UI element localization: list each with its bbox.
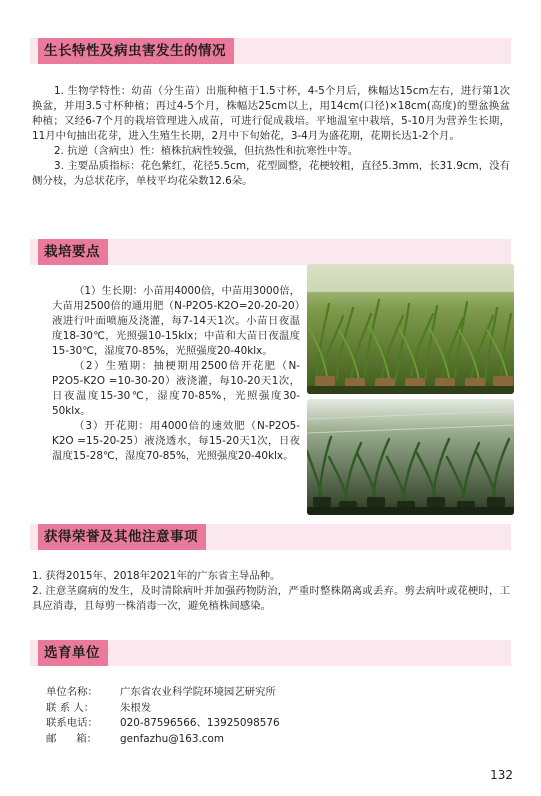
growth-paragraph-2: 2. 抗逆（含病虫）性：植株抗病性较强，但抗热性和抗寒性中等。 bbox=[54, 145, 359, 157]
section-title-honors: 获得荣誉及其他注意事项 bbox=[38, 524, 206, 550]
contact-label: 邮 箱： bbox=[46, 732, 97, 745]
cultivation-paragraph-1: （1）生长期：小苗用4000倍，中苗用3000倍，大苗用2500倍的通用肥（N-P2O5-K2O=20-20-20）液进行叶面喷施及浇灌，每7-14天1次。小苗日夜温度18-30℃，光照强10-15klx；中苗和大苗日夜温度15-30℃，湿度70-85%，光照强度20-40klx。 bbox=[52, 285, 300, 357]
contact-label: 单位名称： bbox=[46, 686, 98, 698]
contact-row-phone bbox=[46, 716, 446, 732]
section-title-breeder: 选育单位 bbox=[38, 640, 108, 666]
honors-paragraph-1: 1. 获得2015年、2018年2021年的广东省主导品种。 bbox=[32, 570, 281, 582]
contact-row-unit bbox=[46, 685, 446, 701]
mature-plants-photo bbox=[307, 399, 514, 515]
seedlings-image bbox=[307, 264, 514, 394]
honors-text bbox=[32, 569, 510, 614]
page-number: 132 bbox=[490, 768, 513, 782]
contact-value: genfazhu@163.com bbox=[120, 732, 224, 745]
cultivation-paragraph-3: （3）开花期：用4000倍的速效肥（N-P2O5-K2O =15-20-25）液浇透水，每15-20天1次，日夜温度15-28℃，湿度70-85%，光照强度20-40klx。 bbox=[52, 420, 300, 462]
mature-plants-image bbox=[307, 399, 514, 515]
cultivation-paragraph-2: （2）生殖期：抽梗期用2500倍开花肥（N-P2O5-K2O =10-30-20）液浇灌，每10-20天1次，日夜温度15-30℃，湿度70-85%，光照强度30-50klx。 bbox=[52, 360, 300, 417]
section-title-cultivation: 栽培要点 bbox=[38, 239, 108, 265]
contact-row-person bbox=[46, 701, 446, 717]
breeder-contact bbox=[46, 685, 446, 747]
contact-label: 联系电话： bbox=[46, 717, 98, 729]
contact-row-email bbox=[46, 732, 446, 748]
honors-paragraph-2: 2. 注意茎腐病的发生，及时清除病叶并加强药物防治，严重时整株隔离或丢弃。剪去病叶或花梗时，工具应消毒，且每剪一株消毒一次，避免植株间感染。 bbox=[32, 585, 510, 612]
contact-value: 朱根发 bbox=[120, 701, 152, 714]
growth-paragraph-3: 3. 主要品质指标：花色紫红，花径5.5cm，花型圆整，花梗较粗，直径5.3mm，长31.9cm，没有侧分枝，为总状花序，单枝平均花朵数12.6朵。 bbox=[32, 160, 510, 187]
greenhouse-seedlings-photo bbox=[307, 264, 514, 394]
cultivation-text bbox=[52, 284, 300, 464]
contact-label: 联 系 人： bbox=[46, 701, 95, 714]
contact-value: 020-87596566、13925098576 bbox=[120, 717, 280, 729]
growth-text bbox=[32, 84, 510, 189]
section-title-growth: 生长特性及病虫害发生的情况 bbox=[38, 38, 234, 64]
contact-value: 广东省农业科学院环境园艺研究所 bbox=[120, 686, 276, 698]
growth-paragraph-1: 1. 生物学特性：幼苗（分生苗）出瓶种植于1.5寸杯，4-5个月后，株幅达15cm左右，进行第1次换盆，并用3.5寸杯种植；再过4-5个月，株幅达25cm以上，用14cm(口径)×18cm(高度)的塑盆换盆种植；又经6-7个月的栽培管理进入成苗，可进行促成栽培。平地温室中栽培，5-10月为营养生长期，11月中旬抽出花芽，进入生殖生长期，2月中下旬始花，3-4月为盛花期，花期长达1-2个月。 bbox=[32, 85, 510, 142]
